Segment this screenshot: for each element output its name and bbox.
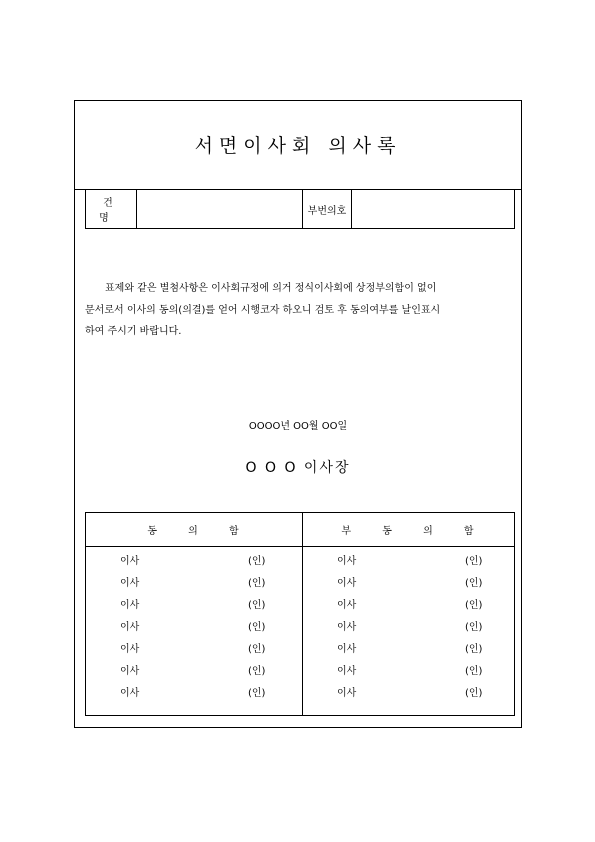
director-label: 이사 [337,600,357,611]
seal-mark: (인) [248,556,266,567]
seal-mark: (인) [248,688,266,699]
disagree-signature-row[interactable] [303,679,514,701]
agree-signature-row[interactable] [86,635,302,657]
director-label: 이사 [337,666,357,677]
subject-label: 건 명 [86,190,137,229]
director-label: 이사 [337,644,357,655]
agenda-number-field[interactable] [352,190,515,229]
body-line: 하여 주시기 바랍니다. [85,326,182,337]
seal-mark: (인) [465,666,483,677]
disagree-signature-row[interactable] [303,657,514,679]
vote-table [85,512,515,716]
seal-mark: (인) [248,666,266,677]
seal-mark: (인) [465,622,483,633]
info-table [85,189,515,229]
seal-mark: (인) [465,578,483,589]
agree-header: 동 의 함 [86,513,303,547]
body-line: 표제와 같은 별첨사항은 이사회규정에 의거 정식이사회에 상정부의함이 없이 [105,283,437,294]
body-paragraph [85,278,513,343]
seal-mark: (인) [465,644,483,655]
director-label: 이사 [337,556,357,567]
subject-field[interactable] [137,190,303,229]
disagree-signature-row[interactable] [303,569,514,591]
seal-mark: (인) [465,556,483,567]
seal-mark: (인) [248,578,266,589]
agree-signature-row[interactable] [86,591,302,613]
agree-column [86,547,303,716]
seal-mark: (인) [248,644,266,655]
director-label: 이사 [337,578,357,589]
disagree-column [303,547,515,716]
document-title: 서면이사회 의사록 [194,135,402,157]
director-label: 이사 [120,688,140,699]
director-label: 이사 [120,578,140,589]
agree-signature-row[interactable] [86,657,302,679]
disagree-signature-row[interactable] [303,547,514,569]
director-label: 이사 [120,622,140,633]
disagree-signature-row[interactable] [303,635,514,657]
director-label: 이사 [337,622,357,633]
document-date: OOOO년 OO월 OO일 [248,421,348,432]
seal-mark: (인) [248,622,266,633]
body-line: 문서로서 이사의 동의(의결)를 얻어 시행코자 하오니 검토 후 동의여부를 날인표시 [85,304,441,316]
seal-mark: (인) [465,600,483,611]
disagree-signature-row[interactable] [303,591,514,613]
agree-signature-row[interactable] [86,613,302,635]
chairman-line: O O O 이사장 [245,460,351,476]
director-label: 이사 [120,556,140,567]
agenda-number-label: 부번의호 [303,190,352,229]
disagree-header: 부 동 의 함 [303,513,515,547]
agree-signature-row[interactable] [86,547,302,569]
director-label: 이사 [120,666,140,677]
seal-mark: (인) [248,600,266,611]
agree-signature-row[interactable] [86,679,302,701]
director-label: 이사 [120,644,140,655]
director-label: 이사 [120,600,140,611]
seal-mark: (인) [465,688,483,699]
director-label: 이사 [337,688,357,699]
document-frame [74,100,522,728]
disagree-signature-row[interactable] [303,613,514,635]
agree-signature-row[interactable] [86,569,302,591]
